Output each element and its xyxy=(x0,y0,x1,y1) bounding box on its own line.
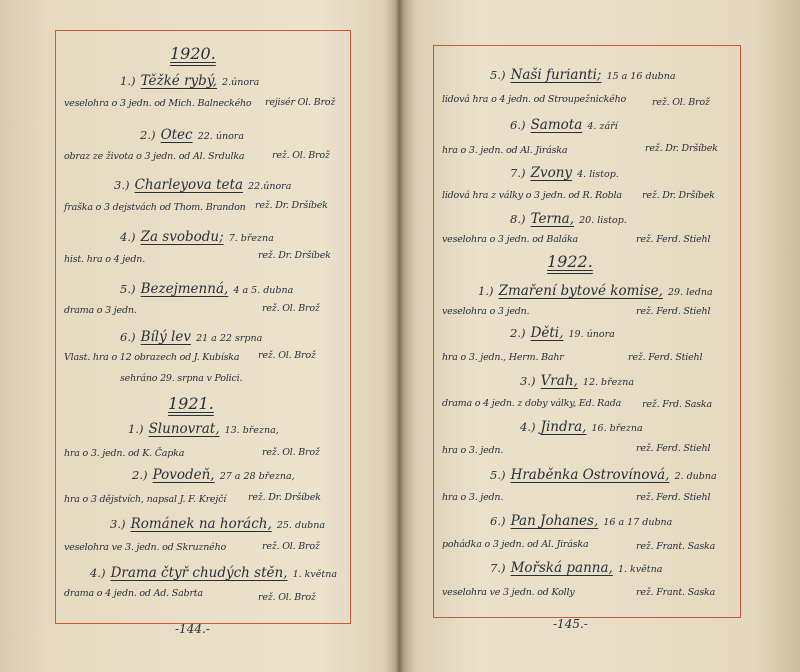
play-description: drama o 4 jedn. z doby války, Ed. Rada xyxy=(442,398,622,409)
entry-number: 5.) xyxy=(120,282,136,296)
play-entry xyxy=(120,326,262,345)
play-director: rež. Ol. Brož xyxy=(272,150,330,161)
play-description: fraška o 3 dejstvách od Thom. Brandon xyxy=(64,202,246,213)
play-entry xyxy=(110,513,325,532)
entry-number: 3.) xyxy=(520,374,536,388)
entry-number: 1.) xyxy=(478,284,494,298)
play-description: drama o 4 jedn. od Ad. Sabrta xyxy=(64,588,203,599)
play-director: rež. Dr. Dršíbek xyxy=(258,250,331,261)
play-director: rež. Ferd. Stiehl xyxy=(628,352,703,363)
play-date: 20. listop. xyxy=(579,215,627,226)
entry-number: 7.) xyxy=(510,166,526,180)
play-entry xyxy=(520,416,643,435)
play-entry xyxy=(490,64,676,83)
play-title: Za svobodu; xyxy=(140,229,224,245)
play-entry xyxy=(490,510,672,529)
play-entry xyxy=(490,557,662,576)
entry-number: 1.) xyxy=(120,74,136,88)
play-description: hra o 3. jedn. xyxy=(442,492,504,503)
play-date: 2. dubna xyxy=(674,471,717,482)
play-date: 1. května xyxy=(617,564,663,575)
play-date: 16 a 17 dubna xyxy=(603,517,673,528)
play-entry xyxy=(120,70,259,89)
entry-number: 8.) xyxy=(510,212,526,226)
entry-number: 5.) xyxy=(490,468,506,482)
year-heading: 1920. xyxy=(170,44,216,63)
play-date: 13. března, xyxy=(224,425,279,436)
play-description: veselohra o 3 jedn. od Mich. Balneckého xyxy=(64,98,252,109)
play-title: Slunovrat, xyxy=(148,421,220,437)
play-date: 19. února xyxy=(568,329,615,340)
play-title: Děti, xyxy=(530,325,564,341)
play-description: Vlast. hra o 12 obrazech od J. Kubíska xyxy=(64,352,240,363)
play-description: hra o 3. jedn. xyxy=(442,445,504,456)
play-entry xyxy=(510,114,618,133)
play-title: Jindra, xyxy=(540,419,587,435)
play-title: Naši furianti; xyxy=(510,67,602,83)
entry-number: 4.) xyxy=(120,230,136,244)
play-director: rež. Ol. Brož xyxy=(262,447,320,458)
play-date: 25. dubna xyxy=(276,520,326,531)
play-title: Drama čtyř chudých stěn, xyxy=(110,565,288,581)
play-title: Samota xyxy=(530,117,583,133)
play-entry xyxy=(132,464,295,483)
entry-number: 4.) xyxy=(90,566,106,580)
play-date: 16. března xyxy=(591,423,643,434)
play-director: rež. Ol. Brož xyxy=(258,592,316,603)
play-entry xyxy=(90,562,337,581)
play-description: hra o 3. jedn., Herm. Bahr xyxy=(442,352,564,363)
play-entry xyxy=(128,418,279,437)
play-title: Románek na horách, xyxy=(130,516,272,532)
play-description: pohádka o 3 jedn. od Al. Jiráska xyxy=(442,539,589,550)
play-description: lidová hra o 4 jedn. od Stroupežnického xyxy=(442,94,627,105)
play-description: hist. hra o 4 jedn. xyxy=(64,254,146,265)
play-date: 12. března xyxy=(582,377,635,388)
play-entry xyxy=(510,322,615,341)
play-director: rež. Dr. Dršíbek xyxy=(642,190,715,201)
play-director: rež. Ol. Brož xyxy=(258,350,316,361)
entry-number: 2.) xyxy=(132,468,148,482)
play-date: 4. září xyxy=(587,121,618,132)
play-date: 27 a 28 března, xyxy=(219,471,295,482)
play-description: obraz ze života o 3 jedn. od Al. Srdulka xyxy=(64,151,245,162)
play-date: 29. ledna xyxy=(668,287,713,298)
play-director: rež. Ferd. Stiehl xyxy=(636,492,711,503)
play-title: Mořská panna, xyxy=(510,560,613,576)
play-entry xyxy=(510,162,619,181)
play-director: rež. Dr. Dršíbek xyxy=(248,492,321,503)
play-date: 7. března xyxy=(228,233,274,244)
play-title: Pan Johanes, xyxy=(510,513,599,529)
play-director: rež. Frd. Saska xyxy=(642,399,712,410)
play-director: rež. Ferd. Stiehl xyxy=(636,443,711,454)
play-description: veselohra ve 3. jedn. od Skruzného xyxy=(64,542,227,553)
play-date: 22. února xyxy=(197,131,244,142)
play-entry xyxy=(114,174,291,193)
play-description: drama o 3 jedn. xyxy=(64,305,137,316)
play-date: 1. května xyxy=(292,569,338,580)
play-title: Charleyova teta xyxy=(134,177,244,193)
play-director: rež. Frant. Saska xyxy=(636,587,716,598)
play-director: rež. Ferd. Stiehl xyxy=(636,306,711,317)
play-title: Otec xyxy=(160,127,193,143)
entry-number: 5.) xyxy=(490,68,506,82)
play-description: hra o 3 dějstvích, napsal J. F. Krejčí xyxy=(64,494,227,505)
entry-number: 2.) xyxy=(140,128,156,142)
play-entry xyxy=(140,124,244,143)
play-director: rež. Ol. Brož xyxy=(652,97,710,108)
play-description: hra o 3. jedn. od Al. Jiráska xyxy=(442,145,568,156)
entry-number: 3.) xyxy=(110,517,126,531)
play-date: 4. listop. xyxy=(577,169,619,180)
entry-number: 7.) xyxy=(490,561,506,575)
play-director: rež. Dr. Dršíbek xyxy=(255,200,328,211)
play-title: Hraběnka Ostrovínová, xyxy=(510,467,670,483)
entry-number: 6.) xyxy=(490,514,506,528)
play-title: Povodeň, xyxy=(152,467,215,483)
play-title: Bílý lev xyxy=(140,329,191,345)
play-date: 2.února xyxy=(222,77,260,88)
page-number: -145.- xyxy=(553,617,588,631)
play-title: Těžké rybý, xyxy=(140,73,217,89)
play-entry xyxy=(478,280,713,299)
play-description: hra o 3. jedn. od K. Čapka xyxy=(64,448,185,459)
play-director: rež. Ferd. Stiehl xyxy=(636,234,711,245)
play-director: rež. Dr. Dršíbek xyxy=(645,143,718,154)
entry-number: 2.) xyxy=(510,326,526,340)
entry-number: 3.) xyxy=(114,178,130,192)
play-date: 21 a 22 srpna xyxy=(196,333,263,344)
play-director: rejisér Ol. Brož xyxy=(265,97,336,108)
entry-number: 4.) xyxy=(520,420,536,434)
play-date: 15 a 16 dubna xyxy=(606,71,676,82)
play-description: veselohra o 3 jedn. od Baláka xyxy=(442,234,578,245)
play-entry xyxy=(120,226,274,245)
play-description: veselohra o 3 jedn. xyxy=(442,306,530,317)
play-title: Zmaření bytové komise, xyxy=(498,283,663,299)
play-title: Vrah, xyxy=(540,373,578,389)
play-title: Bezejmenná, xyxy=(140,281,229,297)
play-date: 4 a 5. dubna xyxy=(233,285,294,296)
performance-note: sehráno 29. srpna v Polici. xyxy=(120,373,243,384)
page-number: -144.- xyxy=(175,622,210,636)
entry-number: 1.) xyxy=(128,422,144,436)
year-heading: 1921. xyxy=(168,394,214,413)
play-director: rež. Ol. Brož xyxy=(262,303,320,314)
play-entry xyxy=(510,208,627,227)
entry-number: 6.) xyxy=(510,118,526,132)
play-director: rež. Frant. Saska xyxy=(636,541,716,552)
play-entry xyxy=(520,370,634,389)
year-heading: 1922. xyxy=(547,252,593,271)
play-description: veselohra ve 3 jedn. od Kolly xyxy=(442,587,575,598)
play-date: 22.února xyxy=(248,181,292,192)
play-title: Zvony xyxy=(530,165,573,181)
play-director: rež. Ol. Brož xyxy=(262,541,320,552)
play-title: Terna, xyxy=(530,211,574,227)
play-description: lidová hra z války o 3 jedn. od R. Robla xyxy=(442,190,622,201)
play-entry xyxy=(120,278,293,297)
play-entry xyxy=(490,464,717,483)
entry-number: 6.) xyxy=(120,330,136,344)
